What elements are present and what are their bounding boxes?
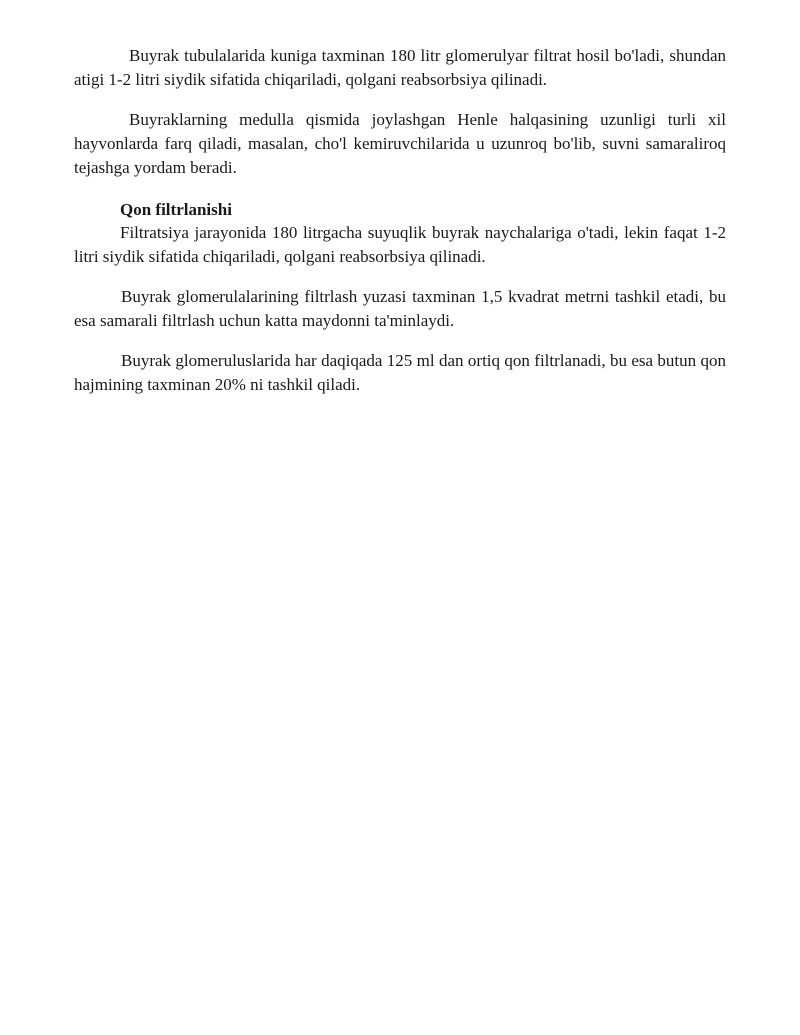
paragraph-filtration-volume: Filtratsiya jarayonida 180 litrgacha suyuqlik buyrak naychalariga o'tadi, lekin faqat 1-2 litri siydik sifatida chiqariladi, qolgani reabsorbsiya qilinadi.	[74, 223, 726, 266]
section-heading: Qon filtrlanishi	[120, 200, 232, 219]
paragraph-filtration-surface: Buyrak glomerulalarining filtrlash yuzasi taxminan 1,5 kvadrat metrni tashkil etadi, bu esa samarali filtrlash uchun katta maydonni ta'minlaydi.	[74, 287, 726, 330]
paragraph-tubules-filtrate: Buyrak tubulalarida kuniga taxminan 180 litr glomerulyar filtrat hosil bo'ladi, shundan atigi 1-2 litri siydik sifatida chiqariladi, qolgani reabsorbsiya qilinadi.	[74, 46, 726, 89]
document-page	[74, 44, 726, 397]
paragraph-henle-loop: Buyraklarning medulla qismida joylashgan Henle halqasining uzunligi turli xil hayvonlarda farq qiladi, masalan, cho'l kemiruvchilarida u uzunroq bo'lib, suvni samaraliroq tejashga yordam beradi.	[74, 110, 726, 177]
paragraph-filtration-rate: Buyrak glomeruluslarida har daqiqada 125 ml dan ortiq qon filtrlanadi, bu esa butun qon hajmining taxminan 20% ni tashkil qiladi.	[74, 351, 726, 394]
